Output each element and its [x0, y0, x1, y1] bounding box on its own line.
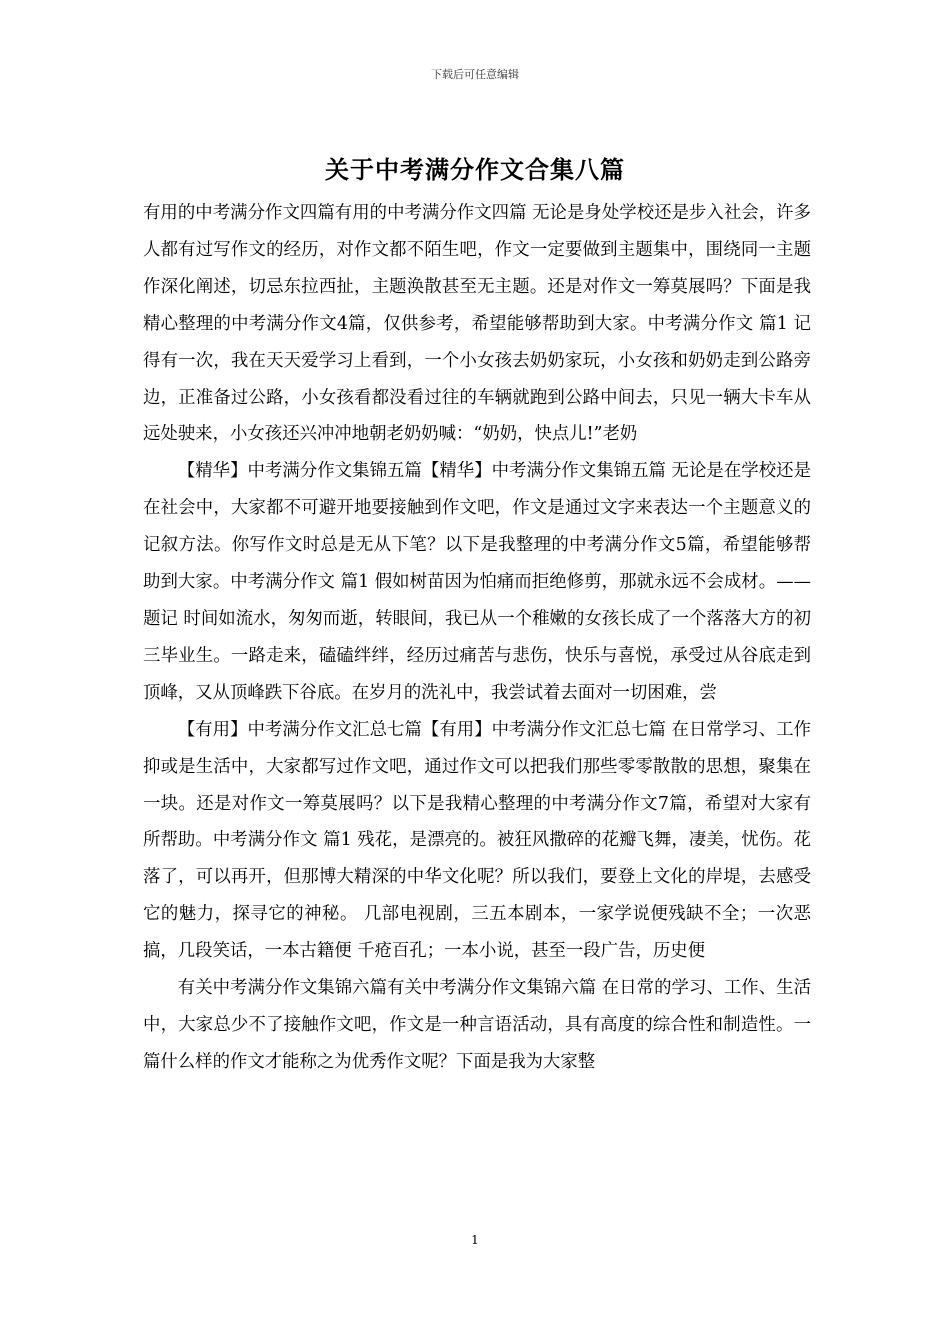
page-number: 1 — [471, 1233, 479, 1247]
paragraph-2: 【精华】中考满分作文集锦五篇【精华】中考满分作文集锦五篇 无论是在学校还是在社会中，大家都不可避开地要接触到作文吧，作文是通过文字来表达一个主题意义的记叙方法。你写作文时总是无从下笔？以下是我整理的中考满分作文5篇，希望能够帮助到大家。中考满分作文 篇1 假如树苗因为怕痛而拒绝修剪，那就永远不会成材。——题记 时间如流水，匆匆而逝，转眼间，我已从一个稚嫩的女孩长成了一个落落大方的初三毕业生。一路走来，磕磕绊绊，经历过痛苦与悲伤，快乐与喜悦，承受过从谷底走到顶峰，又从顶峰跌下谷底。在岁月的洗礼中，我尝试着去面对一切困难，尝 — [143, 461, 811, 703]
page-title: 关于中考满分作文合集八篇 — [325, 155, 625, 184]
paragraph-1: 有用的中考满分作文四篇有用的中考满分作文四篇 无论是身处学校还是步入社会，许多人都有过写作文的经历，对作文都不陌生吧，作文一定要做到主题集中，围绕同一主题作深化阐述，切忌东拉西扯，主题涣散甚至无主题。还是对作文一筹莫展吗？下面是我精心整理的中考满分作文4篇，仅供参考，希望能够帮助到大家。中考满分作文 篇1 记得有一次，我在天天爱学习上看到，一个小女孩去奶奶家玩，小女孩和奶奶走到公路旁边，正准备过公路，小女孩看都没看过往的车辆就跑到公路中间去，只见一辆大卡车从远处驶来，小女孩还兴冲冲地朝老奶奶喊：“奶奶，快点儿!”老奶 — [143, 203, 811, 445]
header-note: 下载后可任意编辑 — [431, 68, 519, 81]
document-body — [143, 195, 811, 1081]
paragraph-4: 有关中考满分作文集锦六篇有关中考满分作文集锦六篇 在日常的学习、工作、生活中，大家总少不了接触作文吧，作文是一种言语活动，具有高度的综合性和制造性。一篇什么样的作文才能称之为优秀作文呢？下面是我为大家整 — [143, 978, 811, 1072]
paragraph-3: 【有用】中考满分作文汇总七篇【有用】中考满分作文汇总七篇 在日常学习、工作抑或是生活中，大家都写过作文吧，通过作文可以把我们那些零零散散的思想，聚集在一块。还是对作文一筹莫展吗？以下是我精心整理的中考满分作文7篇，希望对大家有所帮助。中考满分作文 篇1 残花，是漂亮的。被狂风撒碎的花瓣飞舞，凄美，忧伤。花落了，可以再开，但那博大精深的中华文化呢？所以我们，要登上文化的岸堤，去感受它的魅力，探寻它的神秘。 几部电视剧，三五本剧本，一家学说便残缺不全；一次恶搞，几段笑话，一本古籍便 千疮百孔；一本小说，甚至一段广告，历史便 — [143, 719, 811, 962]
